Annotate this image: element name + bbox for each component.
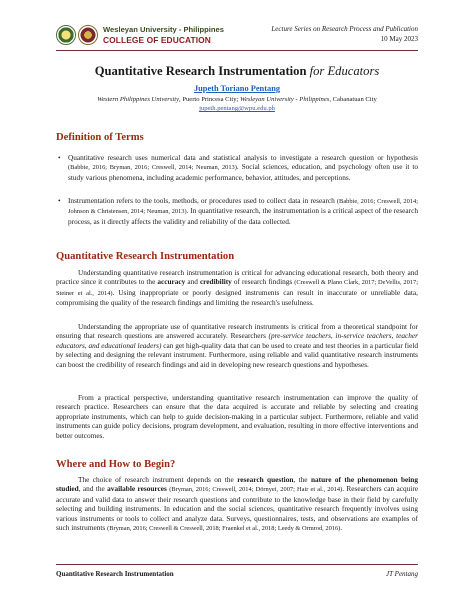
bullet-instrumentation xyxy=(68,196,418,226)
paragraph-understanding xyxy=(56,268,418,308)
affil-city1: , Puerto Princesa City; xyxy=(179,96,241,103)
b1-tail: . Social sciences, education, and psychology often use it to study various phenomena, including academic performance, behavior, attitudes, and perceptions. xyxy=(68,162,418,182)
p1-d: . Using inappropriate or poorly designed instruments can result in inaccurate or unreliable data, compromising the quality of the research findings and limiting the research's usefulness. xyxy=(56,287,418,308)
p2-b: can get high-quality data that can be used to create and test theories in a particular field by selecting and designing the relevant instrument. Furthermore, using reliable and valid quantitative research instruments can boost the credibility of research findings and aid in developing new research questions and hypotheses. xyxy=(56,340,418,369)
p4-citation-2: (Bryman, 2016; Creswell & Creswell, 2018; Fraenkel et al., 2018; Leedy & Ormrod, 2016) xyxy=(107,525,341,533)
header-date: 10 May 2023 xyxy=(380,35,418,43)
p4-f: . Researchers can acquire accurate and valid data to answer their research questions and contribute to the knowledge base in their field by carefully selecting and building instruments. In education and the social sciences, quantitative research frequently involves using various instruments or tools to collect and analyze data. Surveys, questionnaires, tests, and observations are examples of such instruments xyxy=(56,484,419,533)
author-affiliation xyxy=(30,95,444,104)
p2-italic: (pre-service teachers, in-service teachers, teacher educators, and educational leaders) xyxy=(56,331,418,350)
header-rule xyxy=(56,50,418,51)
bullet-quantitative-research xyxy=(68,153,418,182)
header-logos xyxy=(56,24,100,48)
b1-text: Quantitative research uses numerical data and statistical analysis to investigate a research question or hypothesis xyxy=(68,153,418,162)
p4-g: . xyxy=(340,523,343,533)
p2-a: Understanding the appropriate use of quantitative research instruments is critical from a theoretical standpoint for ensuring that research questions are answered accurately. Researchers xyxy=(56,322,418,341)
b2-tail: . In quantitative research, the instrumentation is a critical aspect of the research process, as it directly affects the validity and reliability of the data collected. xyxy=(68,206,418,226)
college-seal-icon xyxy=(78,25,98,45)
university-name: Wesleyan University - Philippines xyxy=(103,25,224,34)
p1-credibility: credibility xyxy=(199,277,232,287)
p1-and: and xyxy=(185,277,200,287)
paragraph-choice-of-instrument xyxy=(56,475,418,533)
page-header xyxy=(56,24,418,48)
p1-citation: (Creswell & Plano Clark, 2017; DeVellis, 2017; Steiner et al., 2014) xyxy=(56,279,418,297)
p1-c: of research findings xyxy=(231,277,295,287)
p1-accuracy: accuracy xyxy=(157,277,186,287)
paragraph-theoretical xyxy=(56,322,418,369)
title-sub: for Educators xyxy=(309,64,380,78)
p4-available-resources: available resources xyxy=(107,484,167,494)
title-main: Quantitative Research Instrumentation xyxy=(94,64,307,78)
p4-nature-of-phenomenon: nature of the phenomenon being studied xyxy=(56,475,418,494)
footer-title: Quantitative Research Instrumentation xyxy=(56,570,174,578)
b2-citation: (Babbie, 2016; Creswell, 2014; Johnson & Christensen, 2014; Neuman, 2013) xyxy=(68,198,418,216)
p4-citation-1: (Bryman, 2016; Creswell, 2014; Dörnyei, 2007; Hair et al., 2014) xyxy=(169,486,343,494)
author-email-link[interactable]: jupeth.pentang@wpu.edu.ph xyxy=(199,105,275,112)
author-name[interactable]: Jupeth Toriano Pentang xyxy=(193,84,281,93)
lecture-series: Lecture Series on Research Process and Publication xyxy=(271,25,418,33)
b1-citation: (Babbie, 2016; Bryman, 2016; Creswell, 2014; Neuman, 2013) xyxy=(68,164,237,172)
section-heading-where-to-begin: Where and How to Begin? xyxy=(56,459,176,470)
college-name: COLLEGE OF EDUCATION xyxy=(103,35,211,45)
footer-rule xyxy=(56,564,418,565)
p4-c: , the xyxy=(293,475,311,484)
university-seal-icon xyxy=(56,25,76,45)
section-heading-definitions: Definition of Terms xyxy=(56,132,144,143)
b2-text: Instrumentation refers to the tools, methods, or procedures used to collect data in research xyxy=(68,196,337,205)
affil-city2: , Cabanatuan City xyxy=(329,96,377,103)
paragraph-practical: From a practical perspective, understanding quantitative research instrumentation can improve the quality of research practice. Researchers can ensure that the data acquired is accurate and reliable by selecting and creating appropriate instruments, which can help to guide decision-making in a particular subject. Furthermore, reliable and valid instruments can guide policy decisions, program development, and evaluation, resulting in more effective interventions and better outcomes. xyxy=(56,393,418,440)
affil-wup: Wesleyan University - Philippines xyxy=(240,96,330,103)
p1-a: Understanding quantitative research instrumentation is critical for advancing educational research, both theory and practice since it contributes to the xyxy=(56,268,418,287)
p4-d: , and the xyxy=(78,484,108,494)
p4-a: The choice of research instrument depends on the xyxy=(78,475,238,484)
section-heading-instrumentation: Quantitative Research Instrumentation xyxy=(56,251,235,262)
paper-title xyxy=(40,64,434,79)
affil-wpu: Western Philippines University xyxy=(97,96,180,103)
p4-research-question: research question xyxy=(237,475,294,484)
footer-author: JT Pentang xyxy=(386,570,418,578)
